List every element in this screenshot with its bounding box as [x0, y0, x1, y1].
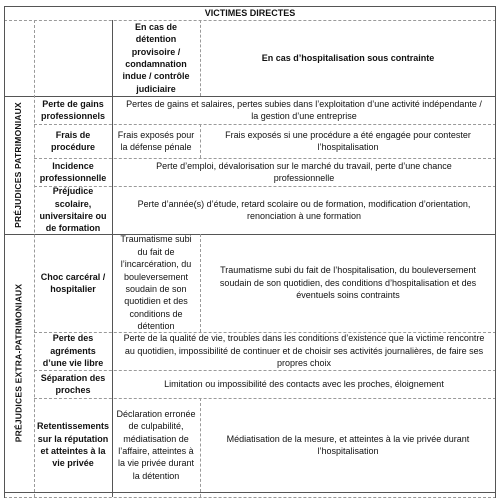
table-divider	[34, 186, 496, 187]
table-divider	[34, 124, 496, 125]
table-divider	[200, 234, 201, 332]
table-divider	[34, 398, 496, 399]
table-divider	[200, 398, 201, 497]
row-detention-retentissements: Déclaration erronée de culpabilité, médiatisation de l’affaire, atteintes à la vie privée durant la détention	[116, 408, 196, 481]
row-hospital-retentissements: Médiatisation de la mesure, et atteintes à la vie privée durant l’hospitalisation	[226, 433, 470, 456]
table-border	[4, 6, 496, 7]
row-label-prejudice-scolaire: Préjudice scolaire, universitaire ou de formation	[39, 186, 107, 234]
column-header-detention: En cas de détention provisoire / condamnation indue / contrôle judiciaire	[122, 21, 190, 94]
table-divider	[34, 370, 496, 371]
table-divider	[4, 96, 496, 97]
row-text-perte-de-gains: Pertes de gains et salaires, pertes subies dans l’exploitation d’une activité indépendante / la gestion d’une entreprise	[126, 98, 482, 121]
row-text-perte-agrements: Perte de la qualité de vie, troubles dans les conditions d’existence que la victime rencontre au quotidien, impossibilité de continuer et de choisir ses activités journalières, de faire ses propres choix	[123, 333, 485, 369]
row-label-incidence-professionnelle: Incidence professionnelle	[39, 160, 107, 183]
table-divider	[34, 158, 496, 159]
row-text-incidence-professionnelle: Perte d’emploi, dévalorisation sur le marché du travail, perte d’une chance professionnelle	[156, 160, 452, 183]
row-label-perte-agrements: Perte des agréments d’une vie libre	[42, 333, 104, 369]
row-hospital-choc-carceral: Traumatisme subi du fait de l’hospitalisation, du bouleversement soudain de son quotidien, des conditions d’hospitalisation et des éventuels soins contraints	[219, 265, 477, 301]
row-label-choc-carceral: Choc carcéral / hospitalier	[40, 271, 106, 294]
table-divider	[112, 20, 113, 497]
table-border	[4, 497, 496, 498]
table-divider	[4, 492, 496, 493]
row-label-separation-proches: Séparation des proches	[40, 372, 106, 395]
row-label-perte-de-gains: Perte de gains professionnels	[40, 98, 105, 121]
table-divider	[34, 20, 35, 497]
group-label-extra-patrimoniaux: PRÉJUDICES EXTRA-PATRIMONIAUX	[13, 283, 23, 443]
table-border	[495, 6, 496, 498]
table-divider	[200, 124, 201, 158]
row-label-retentissements: Retentissements sur la réputation et atteintes à la vie privée	[36, 421, 110, 469]
table-title: VICTIMES DIRECTES	[204, 7, 296, 18]
row-detention-frais-procedure: Frais exposés pour la défense pénale	[117, 129, 195, 152]
table-divider	[34, 332, 496, 333]
row-hospital-frais-procedure: Frais exposés si une procédure a été engagée pour contester l’hospitalisation	[225, 129, 471, 152]
table-divider	[4, 234, 496, 235]
table-divider	[200, 20, 201, 96]
row-text-separation-proches: Limitation ou impossibilité des contacts avec les proches, éloignement	[164, 378, 444, 389]
column-header-hospitalisation: En cas d’hospitalisation sous contrainte	[261, 52, 435, 63]
victims-table	[4, 6, 496, 498]
table-border	[4, 6, 5, 498]
group-label-patrimoniaux: PRÉJUDICES PATRIMONIAUX	[13, 102, 24, 228]
row-label-frais-procedure: Frais de procédure	[50, 129, 95, 152]
row-detention-choc-carceral: Traumatisme subi du fait de l’incarcération, du bouleversement soudain de son quotidien et des conditions de détention	[120, 234, 192, 332]
table-divider	[4, 20, 496, 21]
row-text-prejudice-scolaire: Perte d’année(s) d’étude, retard scolaire ou de formation, modification d’orientation, renonciation à une formation	[137, 198, 471, 221]
